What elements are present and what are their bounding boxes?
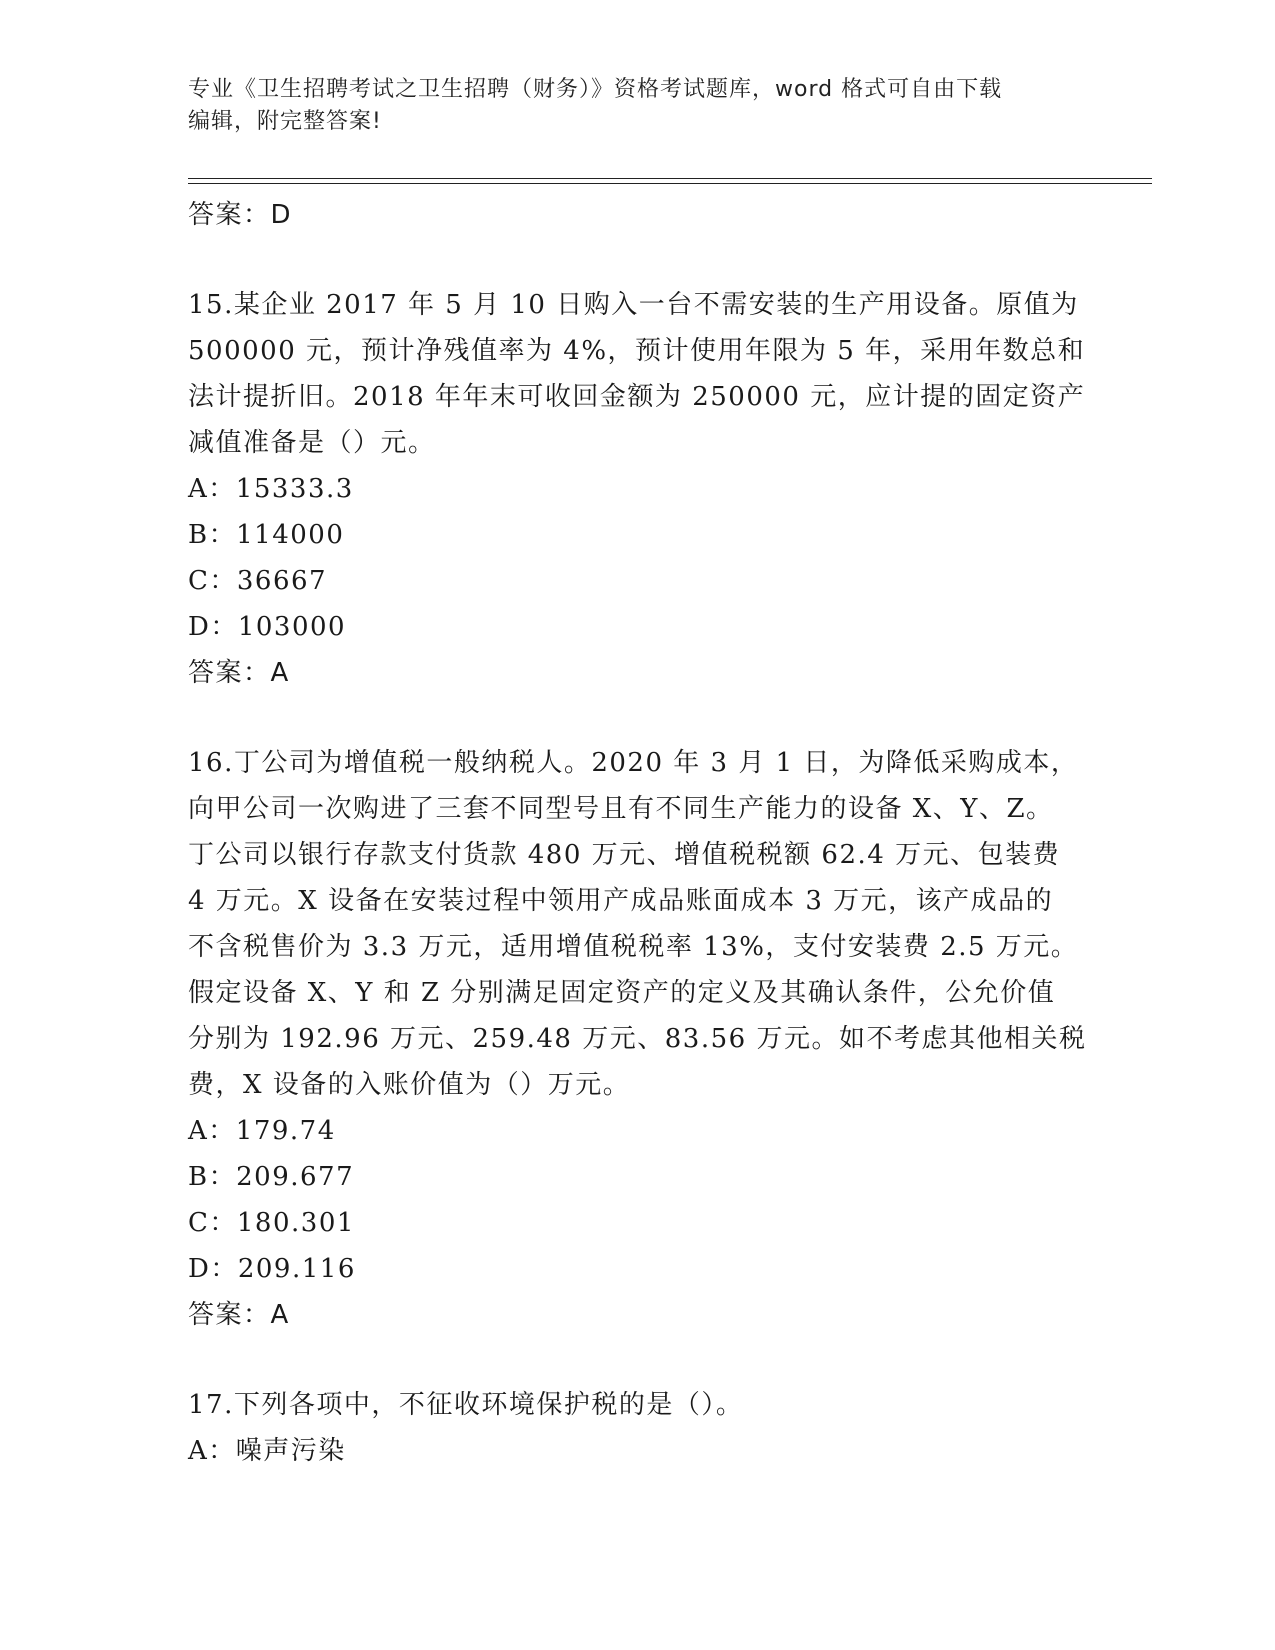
option-a: A：噪声污染 [188,1436,346,1466]
header-line: 编辑，附完整答案! [188,109,382,134]
question-content [188,188,1088,1474]
question-line: 假定设备 X、Y 和 Z 分别满足固定资产的定义及其确认条件，公允价值 [188,978,1056,1008]
header-divider-top [188,178,1152,179]
question-line: 15.某企业 2017 年 5 月 10 日购入一台不需安装的生产用设备。原值为 [188,290,1079,320]
question-text [188,282,1088,466]
question-line: 费，X 设备的入账价值为（）万元。 [188,1070,631,1100]
question-line: 减值准备是（）元。 [188,428,436,458]
option-c: C：180.301 [188,1208,355,1238]
question-line: 丁公司以银行存款支付货款 480 万元、增值税税额 62.4 万元、包装费 [188,840,1061,870]
document-header [188,74,1088,138]
question-text [188,740,1088,1108]
question-line: 分别为 192.96 万元、259.48 万元、83.56 万元。如不考虑其他相关税 [188,1024,1087,1054]
question-line: 17.下列各项中，不征收环境保护税的是（）。 [188,1390,744,1420]
answer-label: 答案：D [188,200,293,230]
option-a: A：179.74 [188,1116,336,1146]
answer-label: 答案：A [188,1300,290,1330]
question-line: 4 万元。X 设备在安装过程中领用产成品账面成本 3 万元，该产成品的 [188,886,1054,916]
header-divider-bottom [188,183,1152,184]
question-line: 法计提折旧。2018 年年末可收回金额为 250000 元，应计提的固定资产 [188,382,1086,412]
question-text [188,1382,1088,1428]
option-b: B：114000 [188,520,345,550]
question-line: 16.丁公司为增值税一般纳税人。2020 年 3 月 1 日，为降低采购成本， [188,748,1079,778]
option-d: D：209.116 [188,1254,356,1284]
question-15 [188,282,1088,696]
question-line: 500000 元，预计净残值率为 4%，预计使用年限为 5 年，采用年数总和 [188,336,1086,366]
answer-label: 答案：A [188,658,290,688]
question-17 [188,1382,1088,1474]
question-line: 不含税售价为 3.3 万元，适用增值税税率 13%，支付安装费 2.5 万元。 [188,932,1079,962]
question-16 [188,740,1088,1338]
option-a: A：15333.3 [188,474,354,504]
header-line: 专业《卫生招聘考试之卫生招聘（财务）》资格考试题库，word 格式可自由下载 [188,77,1003,102]
option-c: C：36667 [188,566,328,596]
question-line: 向甲公司一次购进了三套不同型号且有不同生产能力的设备 X、Y、Z。 [188,794,1054,824]
option-b: B：209.677 [188,1162,355,1192]
option-d: D：103000 [188,612,347,642]
